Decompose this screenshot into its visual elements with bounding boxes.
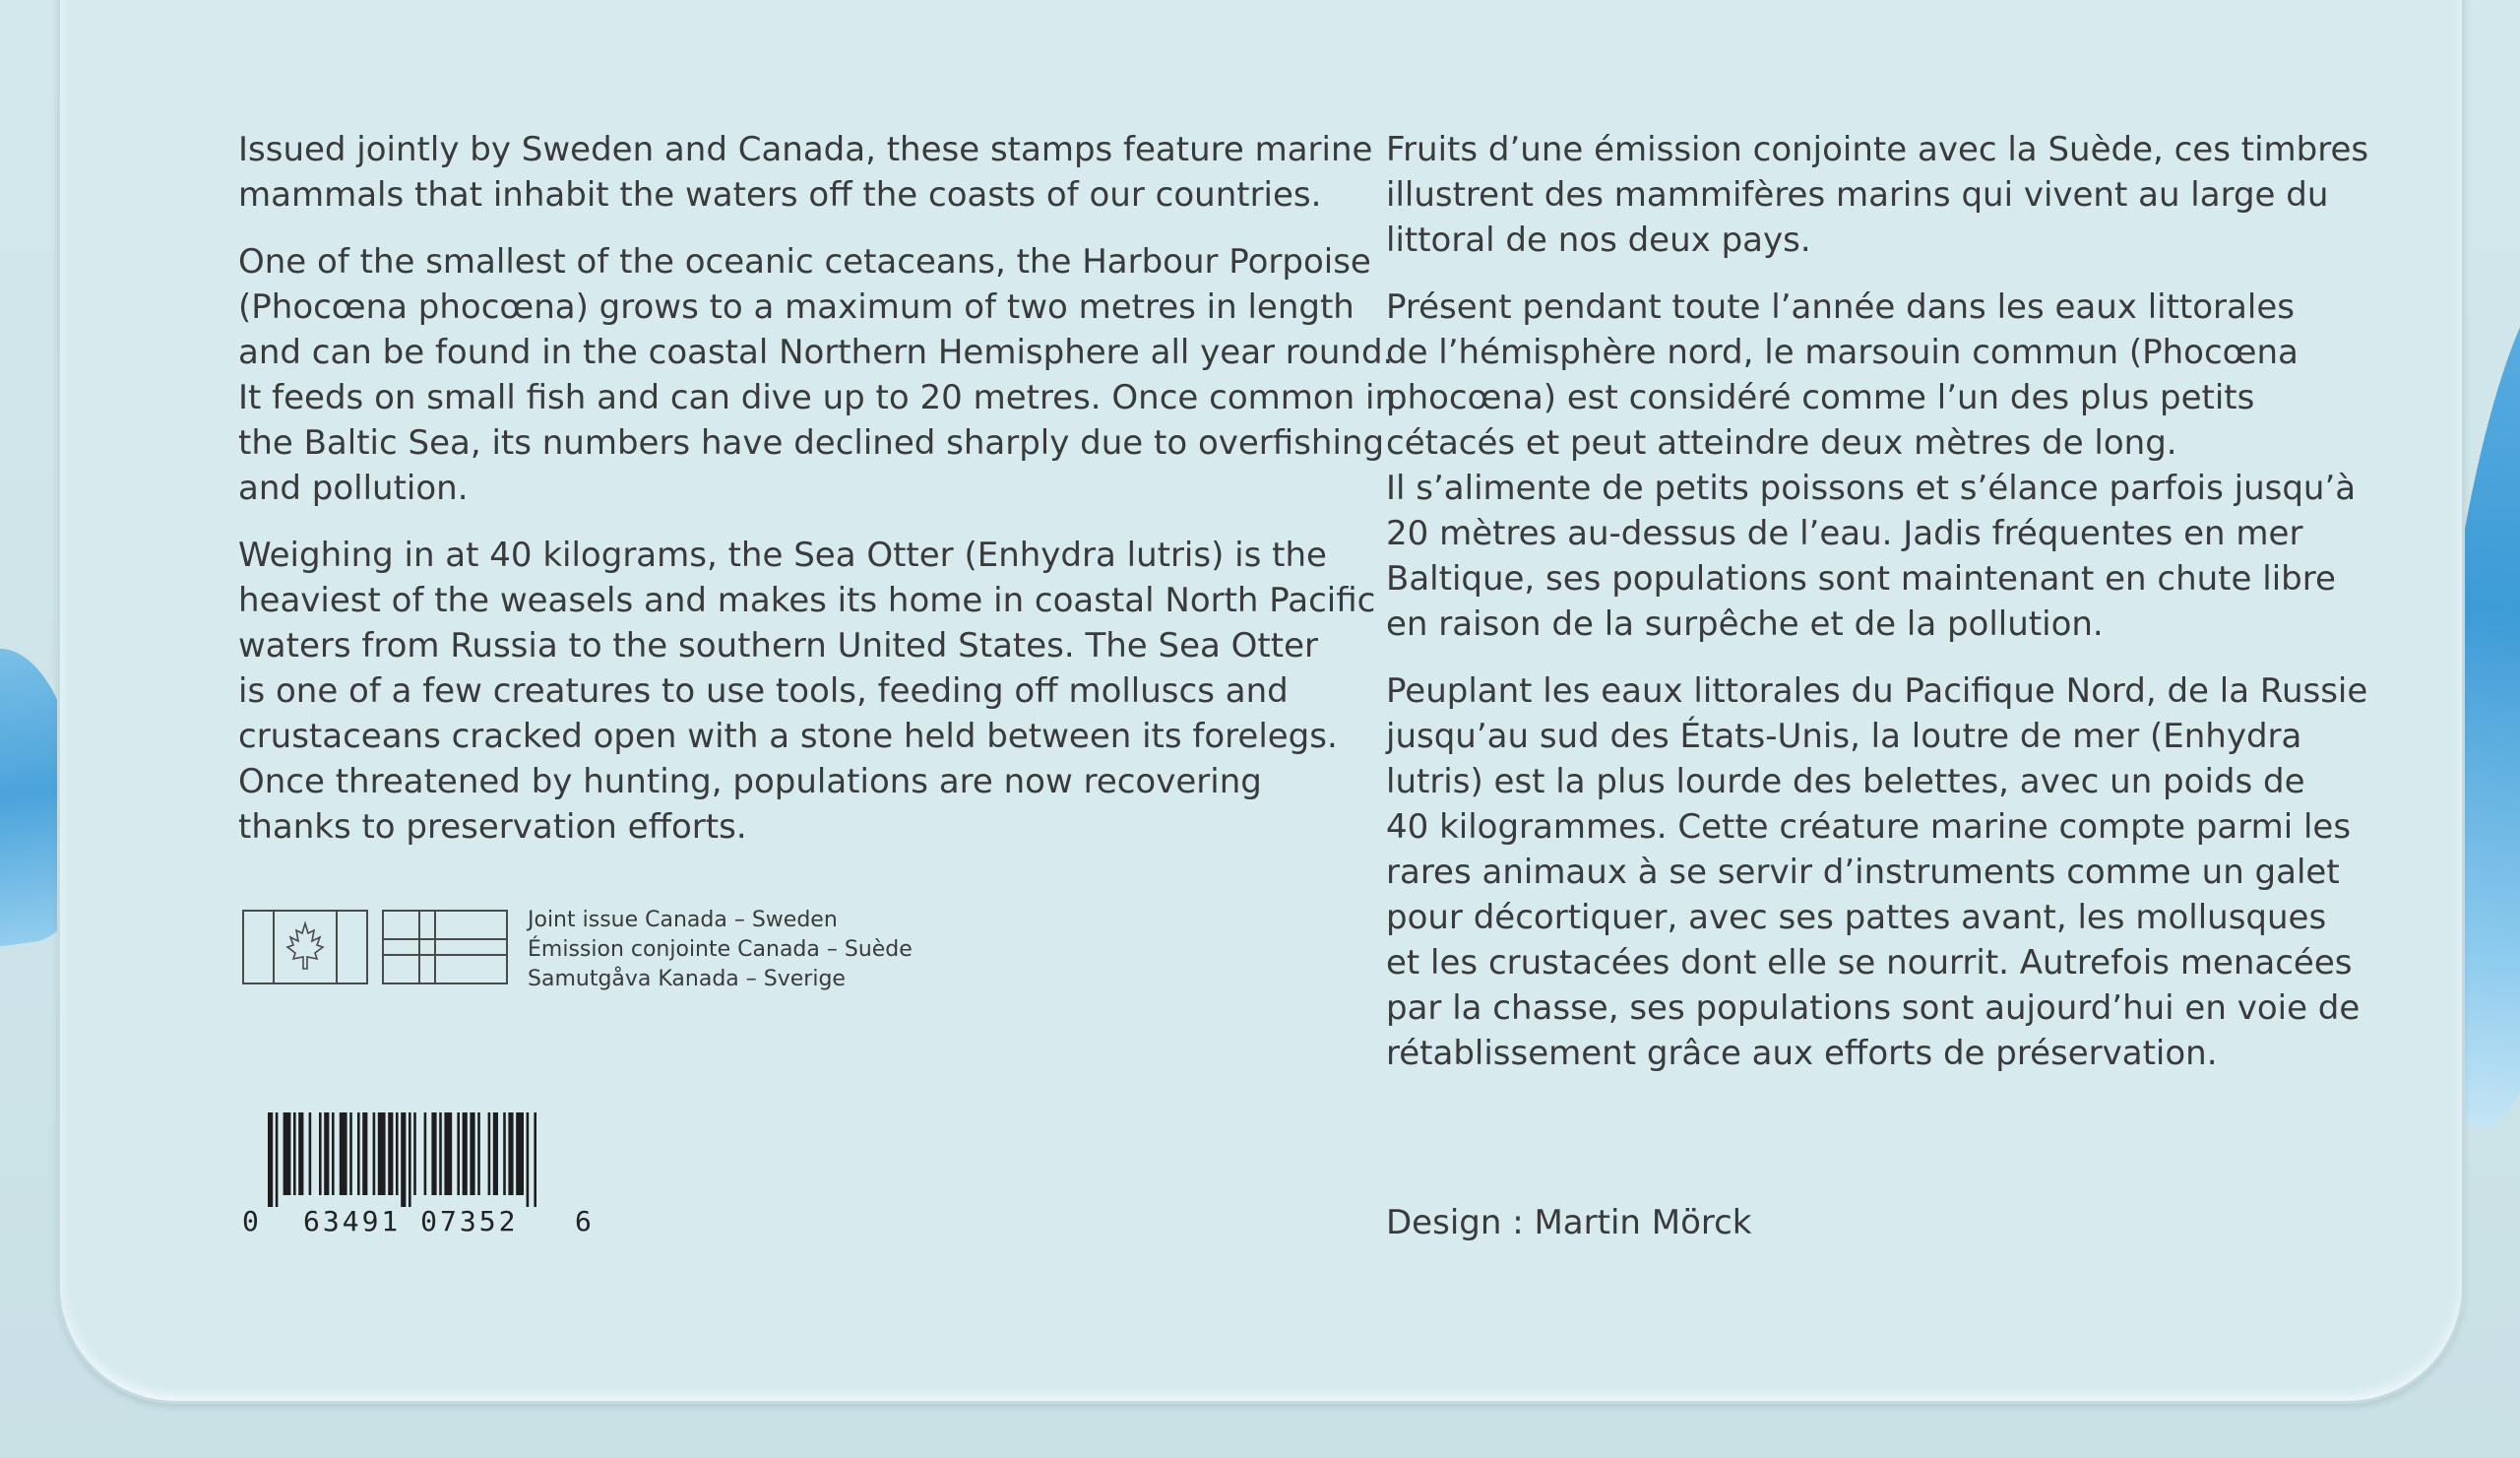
barcode-bar	[493, 1112, 498, 1195]
barcode-bar	[293, 1112, 296, 1195]
joint-issue-text	[528, 906, 913, 994]
barcode-last-digit: 6	[575, 1205, 592, 1237]
english-text-column	[238, 127, 1439, 871]
barcode-bar	[457, 1112, 460, 1195]
barcode-bar	[284, 1112, 291, 1195]
barcode-bar	[431, 1112, 436, 1195]
barcode-bar	[463, 1112, 468, 1195]
barcode-bar	[340, 1112, 347, 1195]
barcode-bar	[268, 1112, 273, 1207]
barcode-bar	[534, 1112, 536, 1207]
barcode-bar	[349, 1112, 352, 1195]
barcode-bar	[357, 1112, 360, 1195]
barcode-bar	[516, 1112, 524, 1195]
barcode-bar	[378, 1112, 386, 1195]
barcode-bar	[319, 1112, 322, 1195]
barcode-bar	[332, 1112, 335, 1195]
barcode-bar	[373, 1112, 376, 1195]
barcode-bars	[266, 1112, 640, 1207]
barcode-bar	[309, 1112, 312, 1195]
barcode-bar	[276, 1112, 279, 1207]
barcode-bar	[409, 1112, 411, 1207]
barcode-bar	[527, 1112, 530, 1207]
barcode-bar	[324, 1112, 329, 1195]
english-paragraph-porpoise: One of the smallest of the oceanic cetaceans, the Harbour Porpoise (Phocœna phocœna) grows to a maximum of two metres in length and can be found in the coastal Northern Hemisphere all year round. It feeds on small fish and can dive up to 20 metres. Once common in the Baltic Sea, its numbers have declined sharply due to overfishing and pollution.	[238, 242, 1397, 508]
barcode-bar	[413, 1112, 416, 1195]
barcode-bar	[298, 1112, 303, 1195]
barcode-bar	[444, 1112, 452, 1195]
barcode-bar	[362, 1112, 367, 1195]
french-paragraph-otter: Peuplant les eaux littorales du Pacifique Nord, de la Russie jusqu’au sud des États-Unis, la loutre de mer (Enhydra lutris) est la plus lourde des belettes, avec un poids de 40 kilogrammes. Cette créature marine compte parmi les rares animaux à se servir d’instruments comme un galet pour décortiquer, avec ses pattes avant, les mollusques et les crustacées dont elle se nourrit. Autrefois menacées par la chasse, ses populations sont aujourd’hui en voie de rétablissement grâce aux efforts de préservation.	[1386, 671, 2368, 1073]
barcode	[242, 1112, 616, 1240]
joint-issue-line-sv: Samutgåva Kanada – Sverige	[528, 967, 846, 991]
barcode-bar	[388, 1112, 393, 1195]
barcode-middle-digits: 63491 07352	[303, 1205, 519, 1237]
barcode-bar	[424, 1112, 427, 1195]
english-paragraph-intro: Issued jointly by Sweden and Canada, these stamps feature marine mammals that inhabit the waters off the coasts of our countries.	[238, 130, 1373, 215]
joint-issue-line-fr: Émission conjointe Canada – Suède	[528, 937, 913, 962]
barcode-bar	[470, 1112, 474, 1195]
english-paragraph-otter: Weighing in at 40 kilograms, the Sea Otter (Enhydra lutris) is the heaviest of the weasels and makes its home in coastal North Pacific waters from Russia to the southern United States. The Sea Otter is one of a few creatures to use tools, feeding off molluscs and crustaceans cracked open with a stone held between its forelegs. Once threatened by hunting, populations are now recovering thanks to preservation efforts.	[238, 536, 1376, 847]
design-credit: Design : Martin Mörck	[1386, 1203, 1752, 1242]
barcode-bar	[488, 1112, 491, 1195]
barcode-bar	[508, 1112, 513, 1195]
joint-issue-block	[242, 906, 1030, 994]
barcode-bar	[439, 1112, 442, 1195]
barcode-bar	[396, 1112, 399, 1195]
joint-issue-line-en: Joint issue Canada – Sweden	[528, 908, 838, 932]
barcode-bar	[477, 1112, 480, 1195]
french-paragraph-porpoise: Présent pendant toute l’année dans les eaux littorales de l’hémisphère nord, le marsouin commun (Phocœna phocœna) est considéré comme l’un des plus petits cétacés et peut atteindre deux mètres de long. Il s’alimente de petits poissons et s’élance parfois jusqu’à 20 mètres au-dessus de l’eau. Jadis fréquentes en mer Baltique, ses populations sont maintenant en chute libre en raison de la surpêche et de la pollution.	[1386, 287, 2357, 644]
barcode-bar	[503, 1112, 506, 1195]
french-text-column	[1386, 127, 2380, 1098]
canada-flag-icon	[242, 910, 368, 984]
french-paragraph-intro: Fruits d’une émission conjointe avec la Suède, ces timbres illustrent des mammifères marins qui vivent au large du littoral de nos deux pays.	[1386, 130, 2369, 260]
sweden-flag-icon	[382, 910, 508, 984]
barcode-first-digit: 0	[242, 1205, 259, 1237]
barcode-bar	[401, 1112, 406, 1207]
